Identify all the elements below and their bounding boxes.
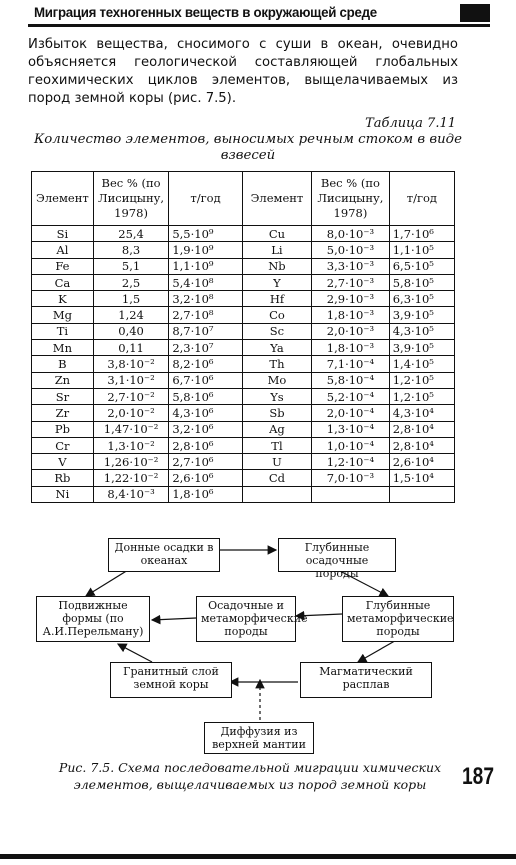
table-row <box>32 258 455 274</box>
tons-per-year-cell: 5,8·10⁵ <box>389 274 454 290</box>
element-cell: Fe <box>32 258 94 274</box>
tons-per-year-cell: 2,6·10⁴ <box>389 454 454 470</box>
tons-per-year-cell <box>389 486 454 502</box>
tons-per-year-cell: 1,9·10⁹ <box>169 242 242 258</box>
element-cell: Ti <box>32 323 94 339</box>
element-cell: Tl <box>242 437 311 453</box>
element-cell: Al <box>32 242 94 258</box>
element-cell: Co <box>242 307 311 323</box>
weight-percent-cell: 3,8·10⁻² <box>93 356 169 372</box>
element-cell: Hf <box>242 291 311 307</box>
weight-percent-cell: 8,3 <box>93 242 169 258</box>
table-row <box>32 323 455 339</box>
weight-percent-cell: 1,24 <box>93 307 169 323</box>
weight-percent-cell: 1,5 <box>93 291 169 307</box>
weight-percent-cell: 3,3·10⁻³ <box>312 258 390 274</box>
table-row <box>32 226 455 242</box>
table-label: Таблица 7.11 <box>365 116 456 131</box>
weight-percent-cell: 2,7·10⁻³ <box>312 274 390 290</box>
weight-percent-cell: 7,1·10⁻⁴ <box>312 356 390 372</box>
element-cell: Nb <box>242 258 311 274</box>
box-deep-sedimentary: Глубинные осадочные породы <box>278 538 396 572</box>
weight-percent-cell: 2,5 <box>93 274 169 290</box>
tons-per-year-cell: 1,1·10⁹ <box>169 258 242 274</box>
table-row <box>32 242 455 258</box>
tons-per-year-cell: 2,8·10⁶ <box>169 437 242 453</box>
migration-diagram <box>28 530 488 760</box>
element-cell: Sc <box>242 323 311 339</box>
weight-percent-cell: 1,0·10⁻⁴ <box>312 437 390 453</box>
table-row <box>32 307 455 323</box>
weight-percent-cell: 0,11 <box>93 340 169 356</box>
running-header <box>28 4 490 27</box>
weight-percent-cell: 2,0·10⁻³ <box>312 323 390 339</box>
element-cell: K <box>32 291 94 307</box>
tons-per-year-cell: 1,7·10⁶ <box>389 226 454 242</box>
weight-percent-cell: 1,2·10⁻⁴ <box>312 454 390 470</box>
table-row <box>32 437 455 453</box>
tons-per-year-cell: 1,2·10⁵ <box>389 388 454 404</box>
table-row <box>32 454 455 470</box>
tons-per-year-cell: 5,4·10⁸ <box>169 274 242 290</box>
tons-per-year-cell: 3,2·10⁸ <box>169 291 242 307</box>
footer-rule <box>0 854 516 859</box>
col-header: Вес % (по Лисицыну, 1978) <box>93 172 169 226</box>
element-cell: Pb <box>32 421 94 437</box>
tons-per-year-cell: 2,8·10⁴ <box>389 421 454 437</box>
table-row <box>32 291 455 307</box>
weight-percent-cell: 2,7·10⁻² <box>93 388 169 404</box>
tons-per-year-cell: 2,3·10⁷ <box>169 340 242 356</box>
weight-percent-cell: 1,3·10⁻⁴ <box>312 421 390 437</box>
tons-per-year-cell: 1,2·10⁵ <box>389 372 454 388</box>
col-header: т/год <box>169 172 242 226</box>
box-mantle-diffusion: Диффузия из верхней мантии <box>204 722 314 754</box>
element-cell: Zr <box>32 405 94 421</box>
weight-percent-cell: 1,26·10⁻² <box>93 454 169 470</box>
table-row <box>32 388 455 404</box>
weight-percent-cell: 5,1 <box>93 258 169 274</box>
table-row <box>32 274 455 290</box>
weight-percent-cell: 2,0·10⁻⁴ <box>312 405 390 421</box>
table-row <box>32 340 455 356</box>
weight-percent-cell <box>312 486 390 502</box>
element-cell: Mo <box>242 372 311 388</box>
tons-per-year-cell: 8,2·10⁶ <box>169 356 242 372</box>
table-row <box>32 356 455 372</box>
tons-per-year-cell: 5,5·10⁹ <box>169 226 242 242</box>
box-mobile-forms: Подвижные формы (по А.И.Перельману) <box>36 596 150 642</box>
element-cell: Th <box>242 356 311 372</box>
element-cell <box>242 486 311 502</box>
tons-per-year-cell: 3,2·10⁶ <box>169 421 242 437</box>
element-cell: Sb <box>242 405 311 421</box>
table-row <box>32 405 455 421</box>
weight-percent-cell: 1,47·10⁻² <box>93 421 169 437</box>
element-cell: Li <box>242 242 311 258</box>
tons-per-year-cell: 4,3·10⁵ <box>389 323 454 339</box>
element-cell: Ya <box>242 340 311 356</box>
intro-paragraph: Избыток вещества, сносимого с суши в океан, очевидно объясняется геологической составляющей глобальных геохимических циклов элементов, выщелачиваемых из пород земной коры (рис. 7.5). <box>28 37 458 106</box>
element-cell: Cd <box>242 470 311 486</box>
tons-per-year-cell: 1,5·10⁴ <box>389 470 454 486</box>
tons-per-year-cell: 6,5·10⁵ <box>389 258 454 274</box>
table-row <box>32 486 455 502</box>
element-cell: Si <box>32 226 94 242</box>
element-cell: Y <box>242 274 311 290</box>
weight-percent-cell: 1,8·10⁻³ <box>312 340 390 356</box>
table-row <box>32 470 455 486</box>
weight-percent-cell: 1,8·10⁻³ <box>312 307 390 323</box>
tons-per-year-cell: 2,6·10⁶ <box>169 470 242 486</box>
weight-percent-cell: 8,0·10⁻³ <box>312 226 390 242</box>
tons-per-year-cell: 6,7·10⁶ <box>169 372 242 388</box>
box-magmatic-melt: Магматический расплав <box>300 662 432 698</box>
weight-percent-cell: 0,40 <box>93 323 169 339</box>
box-ocean-sediments: Донные осадки в океанах <box>108 538 220 572</box>
box-granite-layer: Гранитный слой земной коры <box>110 662 232 698</box>
col-header: Вес % (по Лисицыну, 1978) <box>312 172 390 226</box>
tons-per-year-cell: 3,9·10⁵ <box>389 307 454 323</box>
box-deep-metamorphic: Глубинные метаморфические породы <box>342 596 454 642</box>
weight-percent-cell: 2,9·10⁻³ <box>312 291 390 307</box>
weight-percent-cell: 8,4·10⁻³ <box>93 486 169 502</box>
tons-per-year-cell: 5,8·10⁶ <box>169 388 242 404</box>
weight-percent-cell: 5,8·10⁻⁴ <box>312 372 390 388</box>
element-cell: U <box>242 454 311 470</box>
table-row <box>32 421 455 437</box>
tons-per-year-cell: 2,7·10⁶ <box>169 454 242 470</box>
page-number: 187 <box>461 763 494 790</box>
element-cell: Ag <box>242 421 311 437</box>
element-cell: Rb <box>32 470 94 486</box>
box-sed-metamorphic: Осадочные и метаморфические породы <box>196 596 296 642</box>
element-cell: Mn <box>32 340 94 356</box>
tons-per-year-cell: 4,3·10⁶ <box>169 405 242 421</box>
tons-per-year-cell: 1,8·10⁶ <box>169 486 242 502</box>
col-header: Элемент <box>32 172 94 226</box>
weight-percent-cell: 5,2·10⁻⁴ <box>312 388 390 404</box>
element-cell: V <box>32 454 94 470</box>
table-row <box>32 372 455 388</box>
tons-per-year-cell: 2,7·10⁸ <box>169 307 242 323</box>
col-header: Элемент <box>242 172 311 226</box>
table-header-row <box>32 172 455 226</box>
weight-percent-cell: 1,22·10⁻² <box>93 470 169 486</box>
element-cell: Sr <box>32 388 94 404</box>
table-caption: Количество элементов, выносимых речным стоком в виде взвесей <box>34 132 462 163</box>
tons-per-year-cell: 1,4·10⁵ <box>389 356 454 372</box>
weight-percent-cell: 3,1·10⁻² <box>93 372 169 388</box>
element-cell: Cr <box>32 437 94 453</box>
weight-percent-cell: 25,4 <box>93 226 169 242</box>
tons-per-year-cell: 2,8·10⁴ <box>389 437 454 453</box>
arrow-sediments-to-mobile <box>86 570 128 596</box>
tons-per-year-cell: 6,3·10⁵ <box>389 291 454 307</box>
tons-per-year-cell: 3,9·10⁵ <box>389 340 454 356</box>
element-cell: B <box>32 356 94 372</box>
tons-per-year-cell: 4,3·10⁴ <box>389 405 454 421</box>
arrow-sedmeta-to-mobile <box>152 618 196 620</box>
element-cell: Mg <box>32 307 94 323</box>
element-cell: Ys <box>242 388 311 404</box>
header-block-mark <box>460 4 490 22</box>
tons-per-year-cell: 1,1·10⁵ <box>389 242 454 258</box>
element-cell: Ni <box>32 486 94 502</box>
element-cell: Zn <box>32 372 94 388</box>
col-header: т/год <box>389 172 454 226</box>
tons-per-year-cell: 8,7·10⁷ <box>169 323 242 339</box>
element-cell: Cu <box>242 226 311 242</box>
elements-table <box>31 171 455 503</box>
arrow-granite-to-mobile <box>118 644 152 662</box>
figure-caption: Рис. 7.5. Схема последовательной миграции химических элементов, выщелачиваемых из пород земной коры <box>58 760 442 792</box>
weight-percent-cell: 2,0·10⁻² <box>93 405 169 421</box>
running-header-title: Миграция техногенных веществ в окружающей среде <box>34 4 377 20</box>
weight-percent-cell: 7,0·10⁻³ <box>312 470 390 486</box>
element-cell: Ca <box>32 274 94 290</box>
weight-percent-cell: 5,0·10⁻³ <box>312 242 390 258</box>
weight-percent-cell: 1,3·10⁻² <box>93 437 169 453</box>
